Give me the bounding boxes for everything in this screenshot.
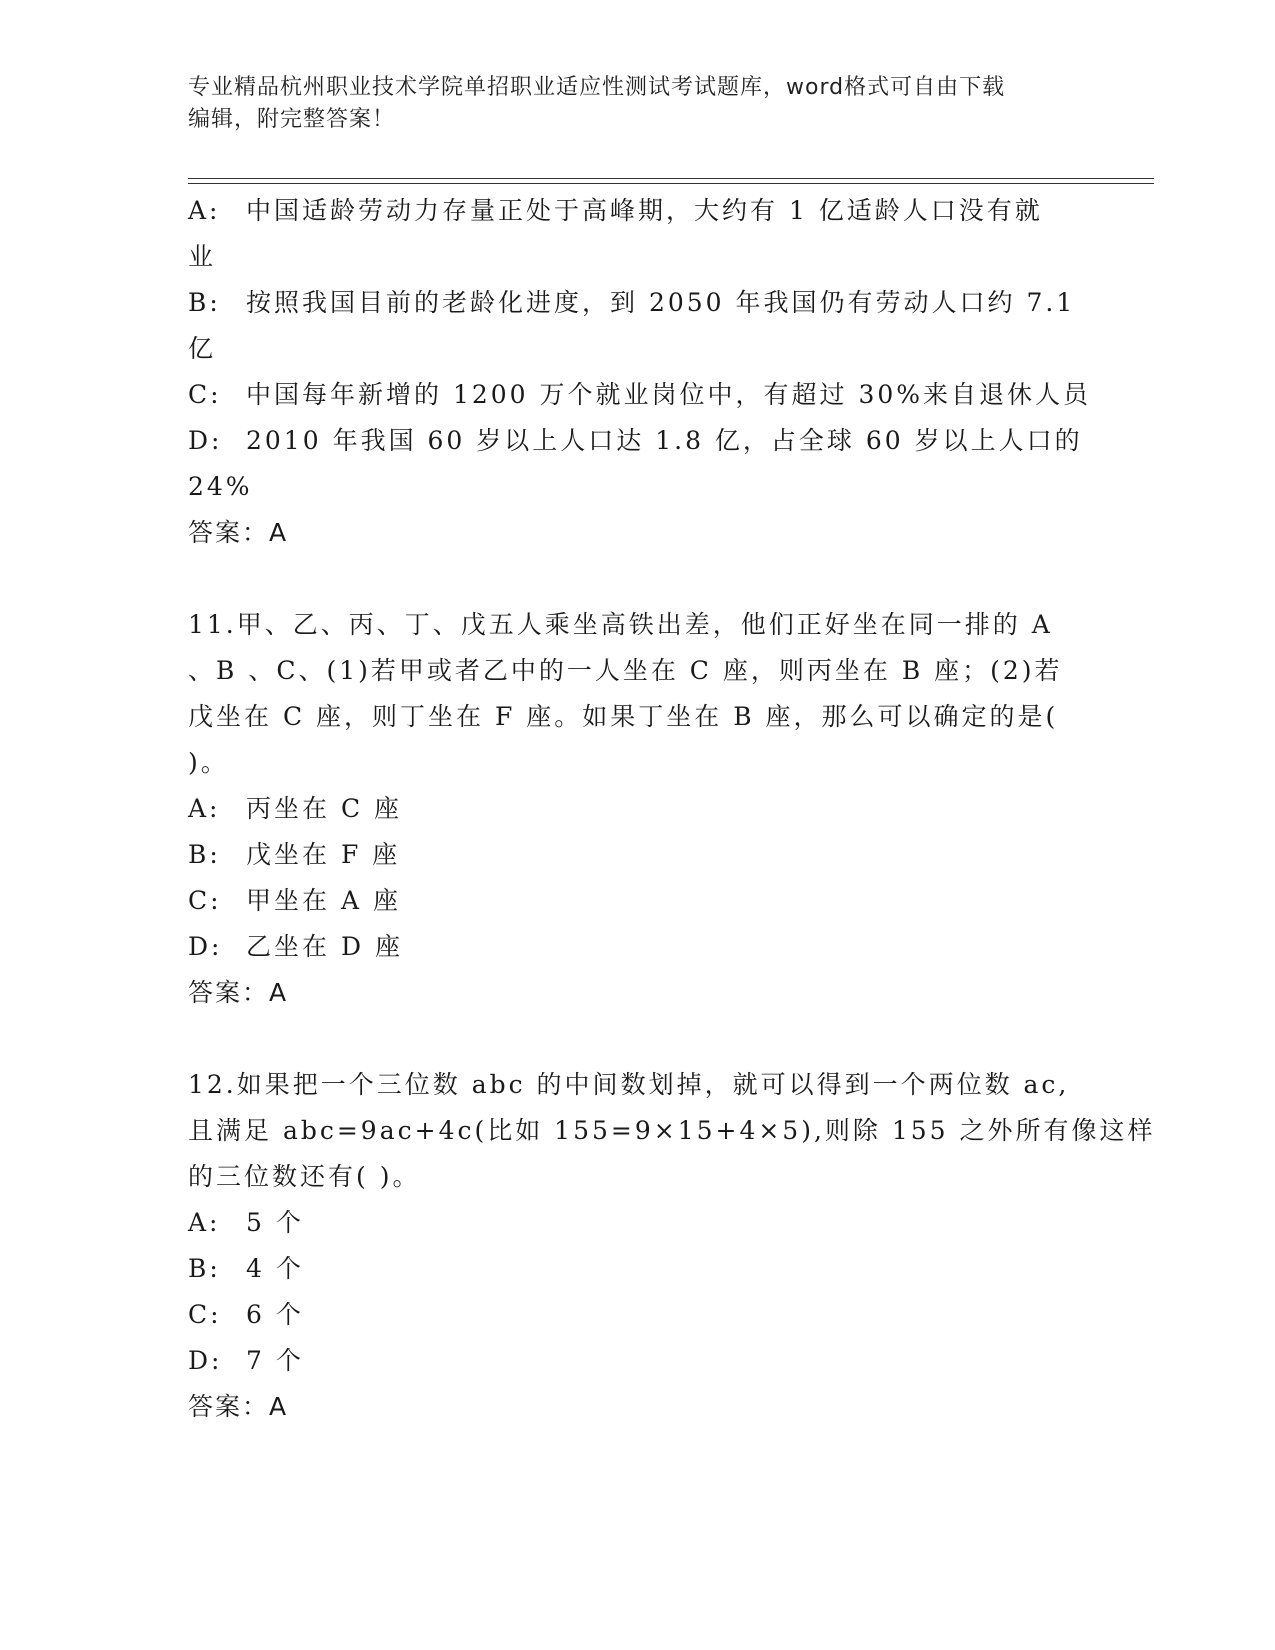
option-letter: B: bbox=[188, 1254, 221, 1283]
q11-stem bbox=[188, 602, 1088, 786]
q11-stem-line: )。 bbox=[188, 748, 229, 777]
q12-option-c bbox=[188, 1292, 1088, 1338]
q11-stem-line: 11.甲、乙、丙、丁、戊五人乘坐高铁出差，他们正好坐在同一排的 A bbox=[188, 610, 1053, 639]
option-letter: A: bbox=[188, 794, 221, 823]
header-line-2: 编辑，附完整答案！ bbox=[188, 107, 396, 132]
q12-option-b bbox=[188, 1246, 1088, 1292]
q12-options bbox=[188, 1200, 1088, 1384]
document-header bbox=[188, 72, 1088, 136]
q12-answer: 答案：A bbox=[188, 1392, 289, 1421]
option-text: 6 个 bbox=[246, 1300, 304, 1329]
header-divider-top bbox=[188, 178, 1154, 179]
option-text: 中国每年新增的 1200 万个就业岗位中，有超过 30%来自退休人员 bbox=[246, 380, 1092, 409]
option-text: 甲坐在 A 座 bbox=[246, 886, 401, 915]
option-text: 戊坐在 F 座 bbox=[246, 840, 401, 869]
option-letter: D: bbox=[188, 932, 223, 961]
q12-stem bbox=[188, 1062, 1156, 1200]
option-letter: A: bbox=[188, 1208, 221, 1237]
spacer bbox=[188, 556, 1088, 602]
option-letter: C: bbox=[188, 1300, 222, 1329]
option-text: 中国适龄劳动力存量正处于高峰期，大约有 1 亿适龄人口没有就 bbox=[246, 196, 1043, 225]
header-divider-bottom bbox=[188, 183, 1154, 184]
q10-option-d bbox=[188, 418, 1088, 464]
option-letter: B: bbox=[188, 840, 221, 869]
q12-stem-line: 且满足 abc=9ac+4c(比如 155=9×15+4×5),则除 155 之外所有像这样 bbox=[188, 1116, 1156, 1145]
q11-stem-line: 、B 、C、(1)若甲或者乙中的一人坐在 C 座，则丙坐在 B 座；(2)若 bbox=[188, 656, 1063, 685]
spacer bbox=[188, 1016, 1088, 1062]
q10-option-a bbox=[188, 188, 1088, 234]
option-letter: B: bbox=[188, 288, 221, 317]
option-letter: D: bbox=[188, 1346, 223, 1375]
q12-option-d bbox=[188, 1338, 1088, 1384]
q11-option-d bbox=[188, 924, 1088, 970]
option-text: 4 个 bbox=[246, 1254, 304, 1283]
option-text: 5 个 bbox=[246, 1208, 304, 1237]
option-text: 丙坐在 C 座 bbox=[246, 794, 403, 823]
q10-option-d-continued: 24% bbox=[188, 472, 253, 501]
option-letter: C: bbox=[188, 380, 222, 409]
q11-stem-line: 戊坐在 C 座，则丁坐在 F 座。如果丁坐在 B 座，那么可以确定的是( bbox=[188, 702, 1059, 731]
q12-stem-line: 的三位数还有( )。 bbox=[188, 1162, 421, 1191]
q11-option-b bbox=[188, 832, 1088, 878]
question-content bbox=[188, 188, 1156, 1430]
q11-option-a bbox=[188, 786, 1088, 832]
q12-option-a bbox=[188, 1200, 1088, 1246]
option-text: 乙坐在 D 座 bbox=[246, 932, 403, 961]
option-letter: C: bbox=[188, 886, 222, 915]
option-text: 按照我国目前的老龄化进度，到 2050 年我国仍有劳动人口约 7.1 bbox=[246, 288, 1076, 317]
q10-option-b-continued: 亿 bbox=[188, 334, 217, 363]
q10-options bbox=[188, 188, 1092, 510]
q10-answer: 答案：A bbox=[188, 518, 289, 547]
q10-option-a-continued: 业 bbox=[188, 242, 217, 271]
q10-option-c bbox=[188, 372, 1092, 418]
q10-option-b bbox=[188, 280, 1088, 326]
header-line-1: 专业精品杭州职业技术学院单招职业适应性测试考试题库，word格式可自由下载 bbox=[188, 75, 1006, 100]
q12-stem-line: 12.如果把一个三位数 abc 的中间数划掉，就可以得到一个两位数 ac, bbox=[188, 1070, 1070, 1099]
option-letter: A: bbox=[188, 196, 221, 225]
option-text: 2010 年我国 60 岁以上人口达 1.8 亿，占全球 60 岁以上人口的 bbox=[246, 426, 1083, 455]
option-text: 7 个 bbox=[246, 1346, 304, 1375]
q11-options bbox=[188, 786, 1088, 970]
option-letter: D: bbox=[188, 426, 223, 455]
q11-answer: 答案：A bbox=[188, 978, 289, 1007]
q11-option-c bbox=[188, 878, 1088, 924]
